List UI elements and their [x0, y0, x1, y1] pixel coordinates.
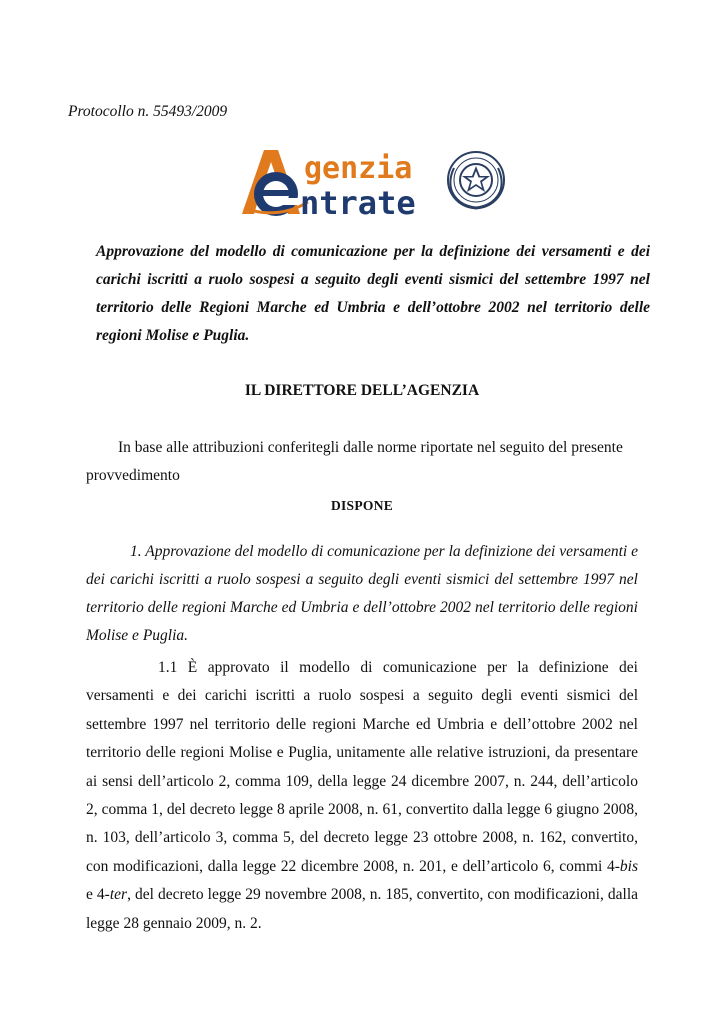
paragraph-1-1-bis: bis	[619, 857, 638, 875]
director-heading: IL DIRETTORE DELL’AGENZIA	[244, 382, 480, 399]
italian-republic-emblem-icon	[448, 152, 504, 208]
protocol-number: Protocollo n. 55493/2009	[68, 103, 228, 120]
logo-graphic	[238, 144, 506, 220]
logo-word-bottom: ntrate	[300, 184, 416, 220]
dispone-heading: DISPONE	[330, 498, 394, 513]
section-1-title: 1. Approvazione del modello di comunicazione per la definizione dei versamenti e dei carichi iscritti a ruolo sospesi a seguito degli eventi sismici del settembre 1997 nel territorio delle regioni Marche ed Umbria e dell’ottobre 2002 nel territorio delle regioni Molise e Puglia.	[86, 543, 638, 644]
paragraph-1-1-ter: ter	[109, 886, 128, 904]
document-subject: Approvazione del modello di comunicazione per la definizione dei versamenti e dei carichi iscritti a ruolo sospesi a seguito degli eventi sismici del settembre 1997 nel territorio delle Regioni Marche ed Umbria e dell’ottobre 2002 nel territorio delle regioni Molise e Puglia.	[96, 243, 650, 344]
agenzia-entrate-logo	[238, 144, 506, 220]
paragraph-1-1-part2: , del decreto legge 29 novembre 2008, n. 185, convertito, con modificazioni, dalla legge 28 gennaio 2009, n. 2.	[86, 886, 639, 932]
paragraph-1-1-part1: 1.1 È approvato il modello di comunicazione per la definizione dei versamenti e dei carichi iscritti a ruolo sospesi a seguito degli eventi sismici del settembre 1997 nel territorio delle regioni Marche ed Umbria e dell’ottobre 2002 nel territorio delle regioni Molise e Puglia, unitamente alle relative istruzioni, da presentare ai sensi dell’articolo 2, comma 109, della legge 24 dicembre 2007, n. 244, dell’articolo 2, comma 1, del decreto legge 8 aprile 2008, n. 61, convertito dalla legge 6 giugno 2008, n. 103, dell’articolo 3, comma 5, del decreto legge 23 ottobre 2008, n. 162, convertito, con modificazioni, dalla legge 22 dicembre 2008, n. 201, e dell’articolo 6, commi 4-	[86, 659, 638, 875]
paragraph-1-1-and: e 4-	[86, 886, 110, 904]
paragraph-1-1	[86, 654, 638, 938]
intro-paragraph: In base alle attribuzioni conferitegli dalle norme riportate nel seguito del presente provvedimento	[86, 439, 623, 484]
logo-word-top: genzia	[304, 151, 413, 186]
